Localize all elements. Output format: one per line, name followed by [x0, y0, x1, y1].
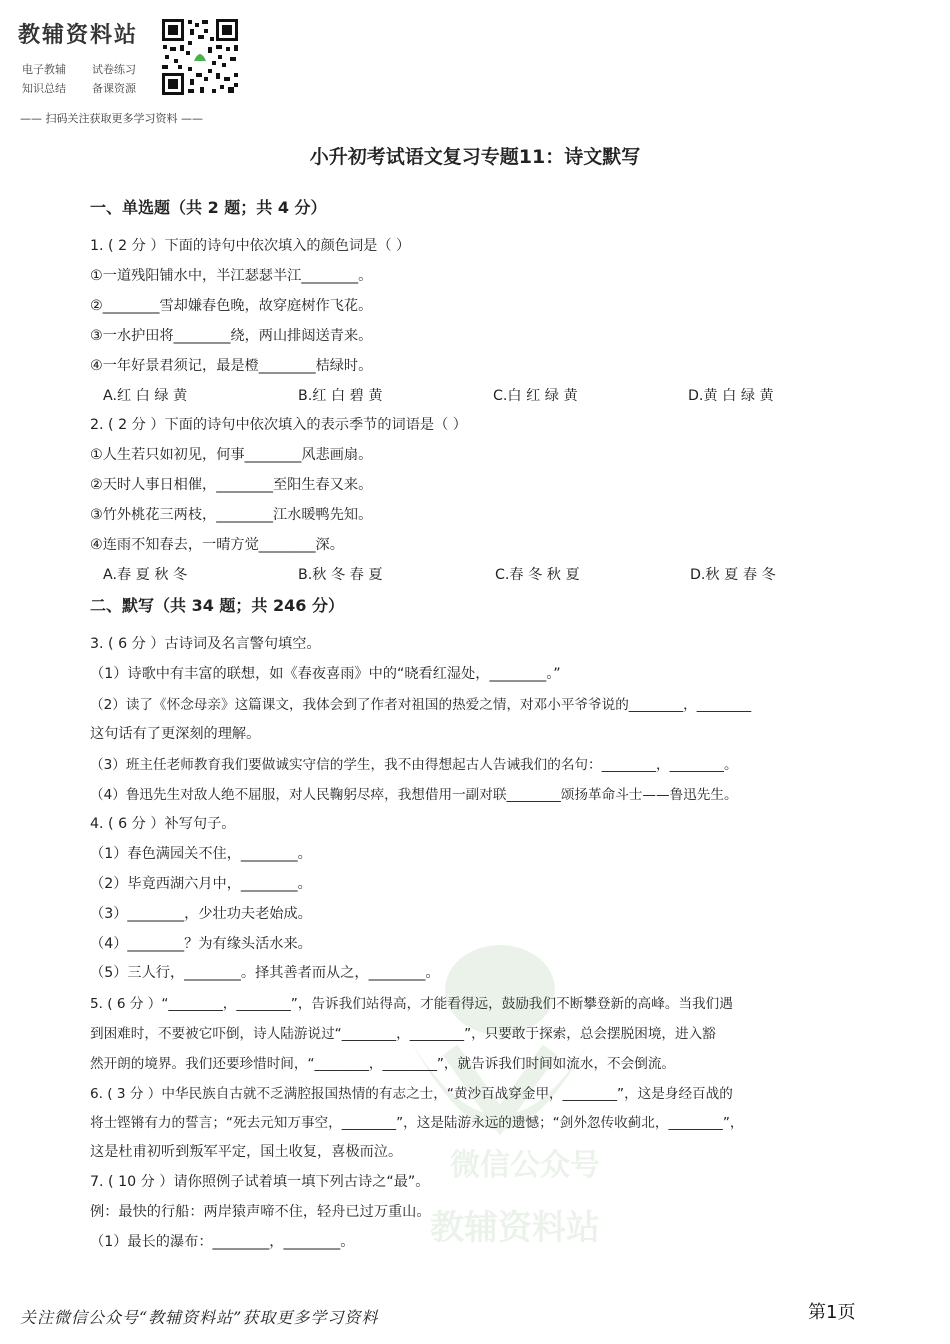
choice-option[interactable]: B.红 白 碧 黄: [298, 388, 383, 404]
question-line: 6. ( 3 分 ）中华民族自古就不乏满腔报国热情的有志之士，“黄沙百战穿金甲，________”，这是身经百战的: [90, 1086, 733, 1102]
question-stem: 3. ( 6 分 ）古诗词及名言警句填空。: [90, 636, 321, 652]
page-title: 小升初考试语文复习专题11：诗文默写: [309, 146, 641, 168]
question-line: ①一道残阳铺水中，半江瑟瑟半江________。: [90, 268, 373, 284]
question-line: （5）三人行，________。择其善者而从之，________。: [90, 965, 440, 981]
qr-code-icon: [160, 17, 240, 97]
brand-tag: 知识总结: [22, 82, 66, 95]
brand-tag: 备课资源: [92, 82, 136, 95]
question-line: （1）春色满园关不住，________。: [90, 846, 312, 862]
scan-prompt: —— 扫码关注获取更多学习资料 ——: [20, 112, 203, 125]
question-stem: 7. ( 10 分 ）请你照例子试着填一填下列古诗之“最”。: [90, 1174, 430, 1190]
section-heading: 一、单选题（共 2 题；共 4 分）: [90, 198, 327, 217]
question-line: 然开朗的境界。我们还要珍惜时间，“________，________”，就告诉我们时间如流水，不会倒流。: [90, 1056, 676, 1072]
brand-title: 教辅资料站: [18, 23, 139, 48]
question-line: （3）班主任老师教育我们要做诚实守信的学生，我不由得想起古人告诫我们的名句：________，________。: [90, 757, 738, 773]
question-line: （2）毕竟西湖六月中，________。: [90, 876, 312, 892]
question-stem: 1. ( 2 分 ）下面的诗句中依次填入的颜色词是（ ）: [90, 238, 411, 254]
brand-tag: 试卷练习: [92, 63, 136, 76]
watermark-text: 微信公众号: [450, 1148, 600, 1183]
page-number: 第1页: [808, 1302, 856, 1323]
choice-option[interactable]: D.秋 夏 春 冬: [690, 567, 776, 583]
footer-note: 关注微信公众号“教辅资料站”获取更多学习资料: [20, 1308, 379, 1327]
question-line: ④一年好景君须记，最是橙________桔绿时。: [90, 358, 373, 374]
question-stem: 4. ( 6 分 ）补写句子。: [90, 816, 236, 832]
choice-option[interactable]: C.白 红 绿 黄: [493, 388, 578, 404]
question-stem: 2. ( 2 分 ）下面的诗句中依次填入的表示季节的词语是（ ）: [90, 417, 467, 433]
question-line: 5. ( 6 分 ）“________，________”，告诉我们站得高，才能看得远，鼓励我们不断攀登新的高峰。当我们遇: [90, 996, 733, 1012]
question-line: 这是杜甫初听到叛军平定，国土收复，喜极而泣。: [90, 1144, 403, 1160]
section-heading: 二、默写（共 34 题；共 246 分）: [90, 596, 344, 615]
question-line: （2）读了《怀念母亲》这篇课文，我体会到了作者对祖国的热爱之情，对邓小平爷爷说的________，________: [90, 697, 752, 713]
choice-option[interactable]: C.春 冬 秋 夏: [495, 567, 580, 583]
choice-option[interactable]: B.秋 冬 春 夏: [298, 567, 383, 583]
question-line: （1）诗歌中有丰富的联想，如《春夜喜雨》中的“晓看红湿处，________。”: [90, 666, 561, 682]
brand-tag: 电子教辅: [22, 63, 66, 76]
question-line: （3）________，少壮功夫老始成。: [90, 906, 312, 922]
question-line: 将士铿锵有力的誓言；“死去元知万事空，________”，这是陆游永远的遗憾；“剑外忽传收蓟北，________”，: [90, 1115, 744, 1131]
question-line: ③竹外桃花三两枝，________江水暖鸭先知。: [90, 507, 373, 523]
watermark-text: 教辅资料站: [430, 1208, 600, 1248]
question-line: 到困难时，不要被它吓倒，诗人陆游说过“________，________”，只要敢于探索，总会摆脱困境，进入豁: [90, 1026, 716, 1042]
question-line: 例：最快的行船：两岸猿声啼不住，轻舟已过万重山。: [90, 1204, 431, 1220]
question-line: （4）鲁迅先生对敌人绝不屈服，对人民鞠躬尽瘁，我想借用一副对联________颂扬革命斗士——鲁迅先生。: [90, 787, 738, 803]
question-line: ③一水护田将________绕，两山排闼送青来。: [90, 328, 373, 344]
choice-option[interactable]: A.红 白 绿 黄: [103, 388, 188, 404]
question-line: ④连雨不知春去，一晴方觉________深。: [90, 537, 344, 553]
question-line: ①人生若只如初见，何事________风悲画扇。: [90, 447, 373, 463]
question-line: ②________雪却嫌春色晚，故穿庭树作飞花。: [90, 298, 373, 314]
question-line: （4）________？为有缘头活水来。: [90, 936, 312, 952]
choice-option[interactable]: D.黄 白 绿 黄: [688, 388, 774, 404]
choice-option[interactable]: A.春 夏 秋 冬: [103, 567, 188, 583]
question-line: ②天时人事日相催，________至阳生春又来。: [90, 477, 373, 493]
question-line: （1）最长的瀑布：________，________。: [90, 1234, 355, 1250]
question-line: 这句话有了更深刻的理解。: [90, 726, 261, 742]
